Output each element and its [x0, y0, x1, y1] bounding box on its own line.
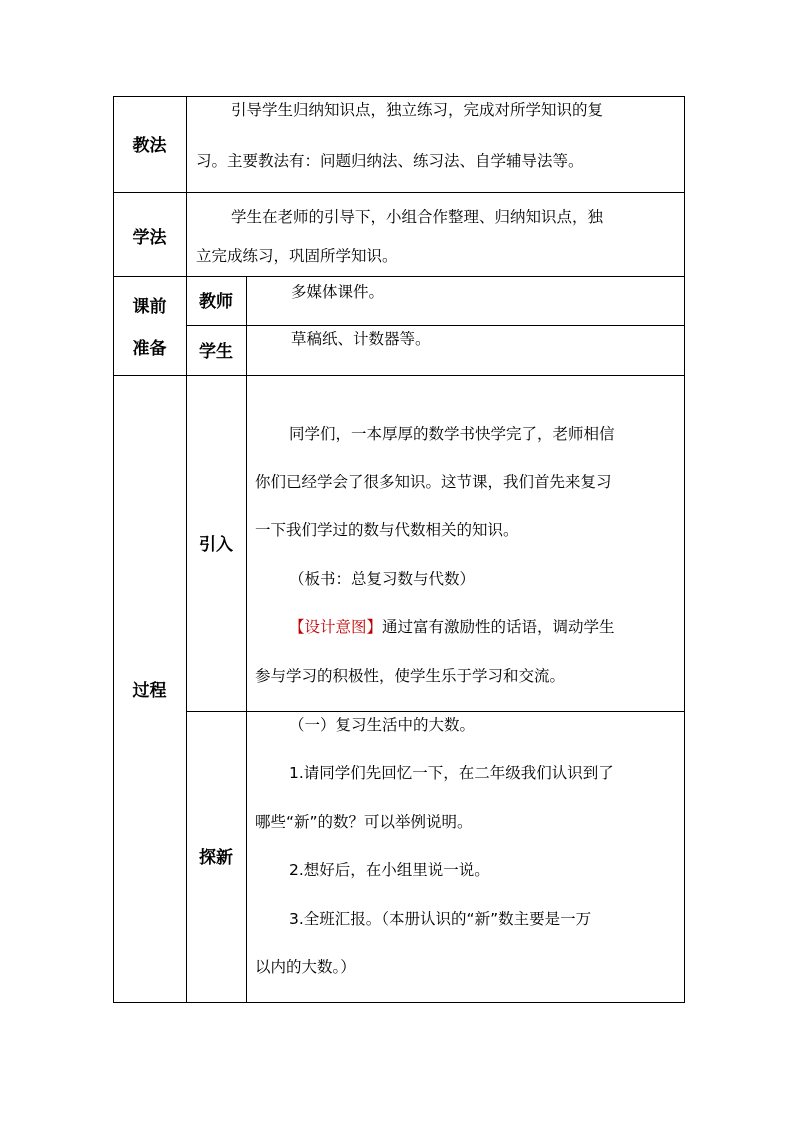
- study-text-line2: 立完成练习，巩固所学知识。: [196, 247, 398, 265]
- column-divider: [246, 276, 247, 1003]
- study-label: 学法: [132, 228, 167, 248]
- method-label: 教法: [132, 136, 167, 156]
- method-text-line1: 引导学生归纳知识点，独立练习，完成对所学知识的复: [231, 101, 604, 119]
- design-intent-line2: 参与学习的积极性，使学生乐于学习和交流。: [255, 667, 566, 685]
- row-divider: [186, 325, 685, 326]
- prep-teacher-label: 教师: [199, 292, 233, 312]
- explore-line: 2.想好后，在小组里说一说。: [289, 861, 490, 879]
- design-intent-tag: 【设计意图】: [289, 618, 383, 636]
- method-text-line2: 习。主要教法有：问题归纳法、练习法、自学辅导法等。: [196, 152, 584, 170]
- intro-label: 引入: [199, 535, 233, 555]
- prep-label-line2: 准备: [132, 339, 167, 359]
- prep-teacher-text: 多媒体课件。: [291, 283, 385, 301]
- table-border-bottom: [113, 1002, 685, 1003]
- row-divider: [186, 711, 685, 712]
- intro-line: 一下我们学过的数与代数相关的知识。: [255, 521, 519, 539]
- intro-line: （板书：总复习数与代数）: [289, 570, 476, 588]
- prep-student-text: 草稿纸、计数器等。: [291, 330, 431, 348]
- explore-line: （一）复习生活中的大数。: [289, 716, 476, 734]
- design-intent-text: 通过富有激励性的话语，调动学生: [382, 618, 615, 636]
- study-text-line1: 学生在老师的引导下，小组合作整理、归纳知识点，独: [231, 208, 604, 226]
- row-divider: [113, 276, 685, 277]
- explore-line: 哪些“新”的数？可以举例说明。: [255, 813, 473, 831]
- intro-line: 你们已经学会了很多知识。这节课，我们首先来复习: [255, 473, 612, 491]
- row-divider: [113, 375, 685, 376]
- prep-student-label: 学生: [199, 342, 233, 362]
- design-intent-line1: [289, 617, 615, 637]
- explore-label: 探新: [199, 848, 233, 868]
- table-border-right: [684, 96, 685, 1003]
- explore-line: 1.请同学们先回忆一下，在二年级我们认识到了: [289, 764, 614, 782]
- explore-line: 以内的大数。）: [255, 958, 356, 976]
- explore-line: 3.全班汇报。（本册认识的“新”数主要是一万: [289, 910, 592, 928]
- process-label: 过程: [132, 681, 167, 701]
- prep-label-line1: 课前: [132, 297, 167, 317]
- table-border-top: [113, 96, 685, 97]
- intro-line: 同学们，一本厚厚的数学书快学完了，老师相信: [289, 425, 615, 443]
- row-divider: [113, 192, 685, 193]
